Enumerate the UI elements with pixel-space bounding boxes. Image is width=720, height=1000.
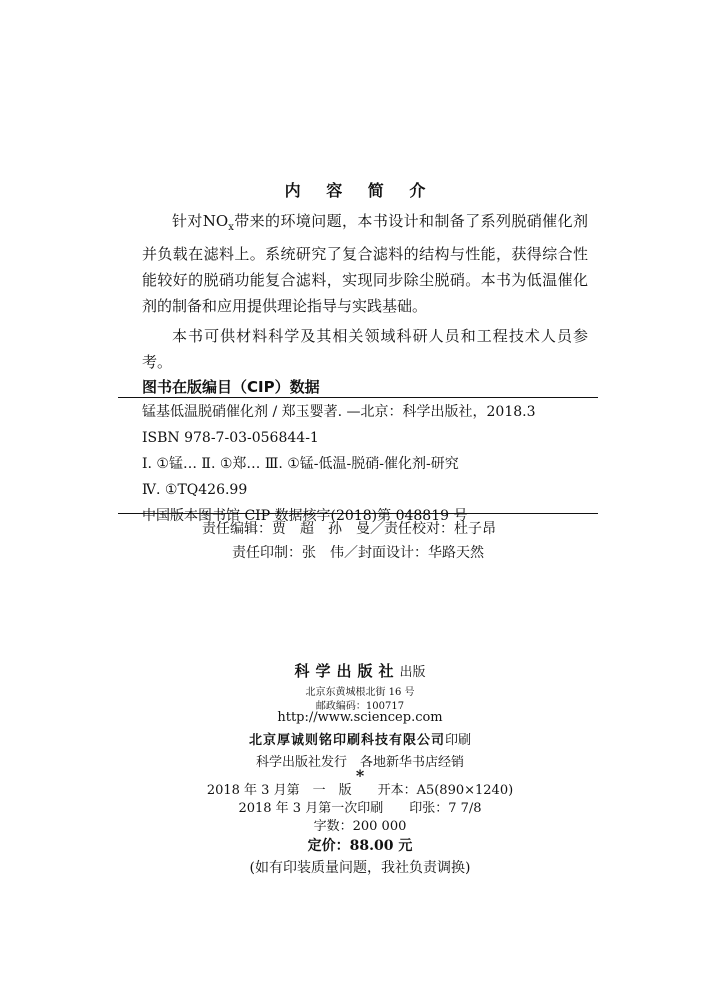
intro-para1-subscript: x <box>228 222 234 233</box>
word-count: 字数：200 000 <box>313 819 407 834</box>
cip-line-classification: Ⅳ. ①TQ426.99 <box>142 482 248 498</box>
credits-editors: 责任编辑：贾 超 孙 曼／责任校对：杜子昂 <box>202 521 496 537</box>
intro-body <box>142 208 588 375</box>
price: 定价：88.00 元 <box>307 838 413 854</box>
printer-suffix: 印刷 <box>445 733 472 748</box>
cip-title: 图书在版编目（CIP）数据 <box>142 378 320 396</box>
cip-line-isbn: ISBN 978-7-03-056844-1 <box>142 430 319 446</box>
cip-line-subjects: Ⅰ. ①锰… Ⅱ. ①郑… Ⅲ. ①锰-低温-脱硝-催化剂-研究 <box>142 456 459 472</box>
credits-production: 责任印制：张 伟／封面设计：华路天然 <box>232 545 484 561</box>
intro-paragraph-1 <box>142 208 588 319</box>
publisher-address: 北京东黄城根北街 16 号 <box>305 687 415 698</box>
publisher-name: 科学出版社 <box>294 662 400 680</box>
intro-para1-rest: 带来的环境问题，本书设计和制备了系列脱硝催化剂并负载在滤料上。系统研究了复合滤料的结构与性能，获得综合性能较好的脱硝功能复合滤料，实现同步除尘脱硝。本书为低温催化剂的制备和应用提供理论指导与实践基础。 <box>142 212 588 315</box>
printing-line: 2018 年 3 月第一次印刷 印张：7 7/8 <box>238 801 482 816</box>
publisher-postcode: 邮政编码：100717 <box>315 701 405 712</box>
distribution-line: 科学出版社发行 各地新华书店经销 <box>255 755 464 770</box>
edition-line: 2018 年 3 月第 一 版 开本：A5(890×1240) <box>206 783 514 798</box>
printer-line <box>0 729 720 748</box>
publisher-website: http://www.sciencep.com <box>277 710 443 725</box>
intro-paragraph-2: 本书可供材料科学及其相关领域科研人员和工程技术人员参考。 <box>142 327 588 371</box>
intro-heading: 内 容 简 介 <box>284 181 436 200</box>
cip-bottom-rule <box>118 513 598 514</box>
separator-star: * <box>355 766 365 785</box>
intro-para1-start: 针对NO <box>172 212 229 230</box>
publisher-suffix: 出版 <box>399 665 426 680</box>
publisher-line <box>0 660 720 681</box>
quality-notice: (如有印装质量问题，我社负责调换) <box>249 860 471 876</box>
printer-name: 北京厚诚则铭印刷科技有限公司 <box>248 733 445 748</box>
cip-line-record-number: 中国版本图书馆 CIP 数据核字(2018)第 048819 号 <box>142 508 468 524</box>
cip-top-rule <box>118 397 598 398</box>
cip-line-title: 锰基低温脱硝催化剂 / 郑玉婴著. —北京：科学出版社，2018.3 <box>142 404 536 420</box>
